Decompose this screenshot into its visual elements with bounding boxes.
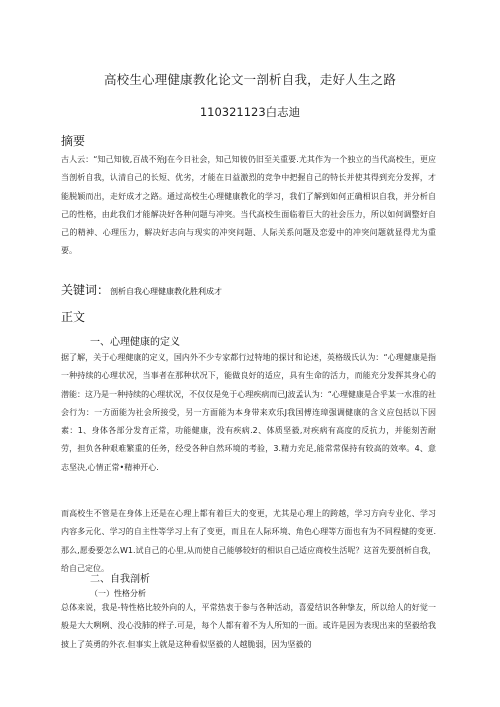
section1-heading: 一、心理健康的定义: [90, 337, 180, 348]
section2-subheading: （一）性格分析: [90, 589, 146, 598]
section1-paragraph-1: 据了解，关于心理健康的定义，国内外不少专家都行过特地的探讨和论述，英格级氏认为：“心理健康是指一种持续的心理状况，当事者在那种状况下，能做良好的适应，具有生命的活力，而能充分发挥其身心的潜能：这乃是一种持续的心理状况，不仅仅是免于心理疾病而已J波孟认为：“心理健康是合乎某一水准的社会行为：一方面能为社会所接受，另一方面能为本身带来欢乐J我国傅连璋强调健康的含义应包括以下因素：1、身体各部分发育正常，功能健康，没有疾病.2、体质坚毅,对疾病有高度的反抗力，并能刻苦耐劳，担负各种艰难繁重的任务，经受各种自然环境的考验，3.精力充足,能常常保持有较高的效率。4、意志坚决,心情正常•精神开心.: [61, 353, 436, 472]
body-heading: 正文: [61, 310, 86, 324]
keywords-row: [61, 281, 222, 298]
document-title: 高校生心理健康教化论文一剖析自我，走好人生之路: [103, 72, 397, 87]
keywords-text: 剖析自我心理健康教化胜利成才: [110, 287, 223, 296]
abstract-heading: 摘要: [61, 134, 86, 148]
section1-paragraph-2: 而高校生不管是在身体上还是在心理上都有着巨大的变更，尤其是心理上的跨越，学习方向专业化、学习内容多元化、学习的自主性等学习上有了变更，而且在人际环境、角色心理等方面也有为不同程健的变更.那么,愿委要怎么W1.试自己的心里,从而使自己能够较好的相识自己适应商校生活呢？这首先要剖析自我，给自己定位。: [61, 509, 436, 573]
author-line: 110321123白志迪: [199, 105, 301, 119]
keywords-label: 关键词：: [61, 283, 110, 297]
section2-paragraph-1: 总体来说，我是-特性格比较外向的人，平常热衷于参与各种活动，喜爱结识各种挚友，所以给人的好觉一般是大大咧咧、没心没肺的样子.可是，每个人都有着不为人所知的一面。或许是因为表现出来的坚毅给我披上了英勇的外衣.但事实上就是这种看似坚毅的人越脆弱，因为坚毅的: [61, 603, 436, 649]
section2-heading: 二、自我剖析: [90, 574, 150, 585]
abstract-paragraph: 古人云：“知己知彼,百战不殆J在今日社会，知己知彼仍旧至关重要.尤其作为一个独立的当代高校生，更应当剖析自我，认清自己的长短、优劣，才能在日益激烈的竞争中把握自己的特长并使其得到充分发挥，才能脱颖而出，走好成才之路。通过高校生心理健康教化的学习，我们了解到如何正确相识自我，并分析自己的性格，由此我们才能解决好各种问题与冲突。当代高校生面临着巨大的社会压力，所以如何调整好自己的精神、心理压力，解决好志向与现实的冲突问题、人际关系问题及恋爱中的冲突问题就显得尤为重要。: [61, 155, 436, 256]
